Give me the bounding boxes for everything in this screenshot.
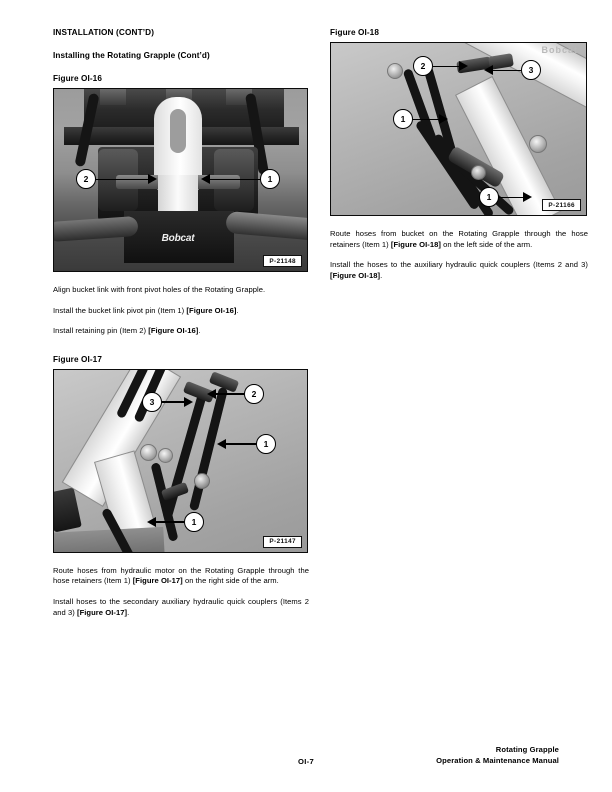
figure-18-watermark: Bobcat bbox=[541, 45, 578, 55]
figure-17-image bbox=[53, 369, 308, 553]
paragraph-text-tail: . bbox=[198, 326, 201, 336]
bobcat-logo-text: Bobcat bbox=[161, 233, 195, 244]
figure-17-callout-3: 3 bbox=[142, 392, 162, 412]
paragraph-install-hoses-auxiliary bbox=[330, 260, 588, 281]
footer-manual-name: Operation & Maintenance Manual bbox=[436, 755, 559, 765]
figure-18-callout-1-upper: 1 bbox=[393, 109, 413, 129]
left-column bbox=[53, 28, 309, 628]
figure-16-leader-2 bbox=[96, 179, 150, 180]
footer-product-name: Rotating Grapple bbox=[495, 745, 559, 754]
paragraph-route-hoses-motor bbox=[53, 566, 309, 587]
figure-17-caption: Figure OI-17 bbox=[53, 354, 102, 364]
page-footer bbox=[0, 732, 612, 792]
figure-17-arrowhead-3 bbox=[184, 397, 193, 407]
figure-18-image bbox=[330, 42, 587, 216]
paragraph-install-hoses-secondary bbox=[53, 597, 309, 618]
figure-18-leader-1-lower bbox=[499, 197, 525, 198]
paragraph-text: Install the hoses to the auxiliary hydraulic quick couplers (Items 2 and 3) bbox=[330, 260, 588, 270]
figure-17-arrowhead-2 bbox=[207, 389, 216, 399]
figure-17-callout-1-upper: 1 bbox=[256, 434, 276, 454]
figure-16-callout-1: 1 bbox=[260, 169, 280, 189]
figure-18-leader-3 bbox=[493, 70, 521, 71]
figure-reference: [Figure OI-17] bbox=[77, 607, 128, 617]
figure-17-photo-id: P-21147 bbox=[263, 536, 302, 548]
figure-18-arrowhead-3 bbox=[484, 65, 493, 75]
paragraph-text: Install retaining pin (Item 2) bbox=[53, 326, 149, 336]
figure-16-caption: Figure OI-16 bbox=[53, 74, 102, 83]
figure-17-arrowhead-1-upper bbox=[217, 439, 226, 449]
section-title: INSTALLATION (CONT’D) bbox=[53, 28, 155, 37]
figure-16-photo-id: P-21148 bbox=[263, 255, 302, 267]
figure-reference: [Figure OI-16] bbox=[186, 305, 237, 315]
figure-16-arrowhead-1 bbox=[201, 174, 210, 184]
paragraph-route-hoses-bucket bbox=[330, 229, 588, 250]
page-number: OI-7 bbox=[298, 757, 314, 766]
paragraph-install-pivot-pin bbox=[53, 306, 309, 317]
figure-reference: [Figure OI-17] bbox=[132, 576, 183, 586]
figure-16-callout-2: 2 bbox=[76, 169, 96, 189]
figure-reference: [Figure OI-18] bbox=[330, 270, 381, 280]
paragraph-text: Route hoses from bucket on the Rotating Grapple through the hose retainers (Item 1) bbox=[330, 229, 588, 249]
figure-17-leader-3 bbox=[162, 401, 186, 402]
figure-16-arrowhead-2 bbox=[148, 174, 157, 184]
figure-18-callout-2: 2 bbox=[413, 56, 433, 76]
figure-17-leader-1-upper bbox=[226, 443, 256, 444]
paragraph-text: Install hoses to the secondary auxiliary hydraulic quick couplers (Items 2 and 3) bbox=[53, 596, 309, 617]
paragraph-text-tail: . bbox=[127, 607, 130, 617]
photo-arm-right-side bbox=[54, 370, 307, 552]
figure-18-photo-id: P-21166 bbox=[542, 199, 581, 211]
paragraph-text: Install the bucket link pivot pin (Item 1) bbox=[53, 305, 187, 315]
figure-reference: [Figure OI-16] bbox=[148, 326, 199, 336]
figure-17-leader-1-lower bbox=[156, 521, 184, 522]
figure-16-leader-1 bbox=[210, 179, 260, 180]
footer-manual-title bbox=[436, 745, 559, 766]
subsection-title: Installing the Rotating Grapple (Cont’d) bbox=[53, 51, 210, 60]
figure-reference: [Figure OI-18] bbox=[390, 239, 441, 249]
paragraph-text-tail: . bbox=[236, 305, 239, 315]
figure-18-arrowhead-2 bbox=[459, 61, 468, 71]
right-column bbox=[330, 28, 588, 291]
paragraph-text-tail: . bbox=[380, 270, 383, 280]
paragraph-align-bucket-link bbox=[53, 285, 309, 296]
paragraph-text: Route hoses from hydraulic motor on the Rotating Grapple through the hose retainers (Item 1) bbox=[53, 565, 309, 586]
figure-18-callout-1-lower: 1 bbox=[479, 187, 499, 207]
figure-18-leader-2 bbox=[433, 66, 461, 67]
paragraph-install-retaining-pin bbox=[53, 326, 309, 337]
figure-16-image bbox=[53, 88, 308, 272]
paragraph-text-tail: on the left side of the arm. bbox=[440, 239, 533, 249]
paragraph-text: Align bucket link with front pivot holes of the Rotating Grapple. bbox=[53, 285, 266, 294]
figure-17-callout-2: 2 bbox=[244, 384, 264, 404]
figure-18-arrowhead-1-upper bbox=[439, 114, 448, 124]
figure-18-callout-3: 3 bbox=[521, 60, 541, 80]
figure-17-arrowhead-1-lower bbox=[147, 517, 156, 527]
figure-18-caption: Figure OI-18 bbox=[330, 28, 379, 37]
figure-18-arrowhead-1-lower bbox=[523, 192, 532, 202]
figure-17-callout-1-lower: 1 bbox=[184, 512, 204, 532]
figure-17-leader-2 bbox=[216, 393, 244, 394]
paragraph-text-tail: on the right side of the arm. bbox=[182, 576, 279, 586]
figure-18-leader-1-upper bbox=[413, 119, 441, 120]
